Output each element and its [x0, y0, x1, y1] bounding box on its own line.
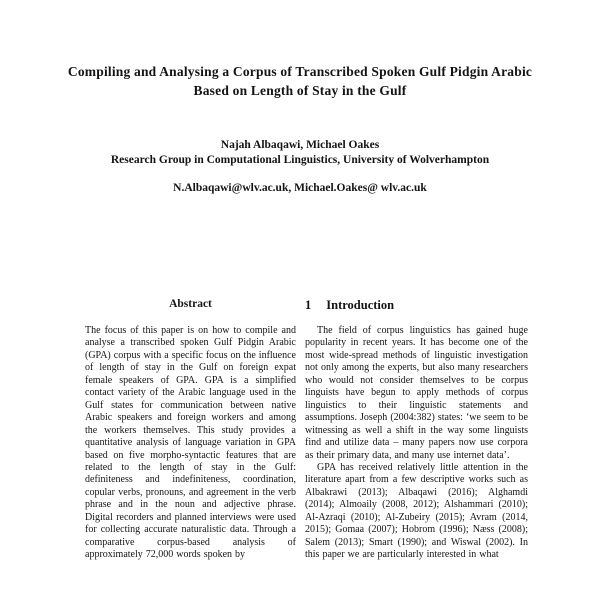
paper-title-line-1: Compiling and Analysing a Corpus of Transcribed Spoken Gulf Pidgin Arabic	[67, 64, 533, 80]
author-emails: N.Albaqawi@wlv.ac.uk, Michael.Oakes@ wlv.ac.uk	[173, 182, 427, 194]
right-column	[305, 298, 528, 600]
introduction-paragraph-2: GPA has received relatively little attention in the literature apart from a few descriptive works such as Albakrawi (2013); Albaqawi (2016); Alghamdi (2014); Almoaily (2008, 2012); Alshammari (2010); Al-Azraqi (2010); Al-Zubeiry (2015); Avram (2014, 2015); Gomaa (2007); Hobrom (1996); Næss (2008); Salem (2013); Smart (1990); and Wiswal (2002). In this paper we are particularly interested in what	[305, 461, 528, 561]
introduction-section-number: 1	[305, 298, 312, 312]
introduction-paragraph-1: The field of corpus linguistics has gained huge popularity in recent years. It has become one of the most wide-spread methods of linguistic investigation not only among the experts, but also many researchers who would not consider themselves to be corpus linguists have begun to apply methods of corpus linguistics to their linguistic statements and assumptions. Joseph (2004:382) states: ‘we seem to be witnessing as well a shift in the way some linguists find and utilize data – many papers now use corpora as their primary data, and many use internet data’.	[305, 325, 528, 461]
introduction-heading-label: Introduction	[326, 298, 395, 312]
author-affiliation: Research Group in Computational Linguistics, University of Wolverhampton	[110, 154, 490, 166]
introduction-heading	[305, 298, 528, 312]
abstract-text: The focus of this paper is on how to compile and analyse a transcribed spoken Gulf Pidgin Arabic (GPA) corpus with a specific focus on the influence of length of stay in the Gulf on foreign expat female speakers of GPA. GPA is a simplified contact variety of the Arabic language used in the Gulf states for communication between native Arabic speakers and foreign workers and among the workers themselves. This study provides a quantitative analysis of language variation in GPA based on five morpho-syntactic features that are related to the length of stay in the Gulf: definiteness and indefiniteness, coordination, copular verbs, pronouns, and agreement in the verb phrase and in the noun and adjective phrase. Digital recorders and planned interviews were used for collecting accurate naturalistic data. Through a comparative corpus-based analysis of approximately 72,000 words spoken by	[85, 325, 296, 561]
paper-title-line-2: Based on Length of Stay in the Gulf	[193, 83, 407, 99]
author-block	[25, 138, 575, 168]
author-names: Najah Albaqawi, Michael Oakes	[220, 139, 380, 151]
paper-title	[25, 62, 575, 100]
left-column	[85, 298, 296, 600]
abstract-heading: Abstract	[169, 298, 212, 310]
